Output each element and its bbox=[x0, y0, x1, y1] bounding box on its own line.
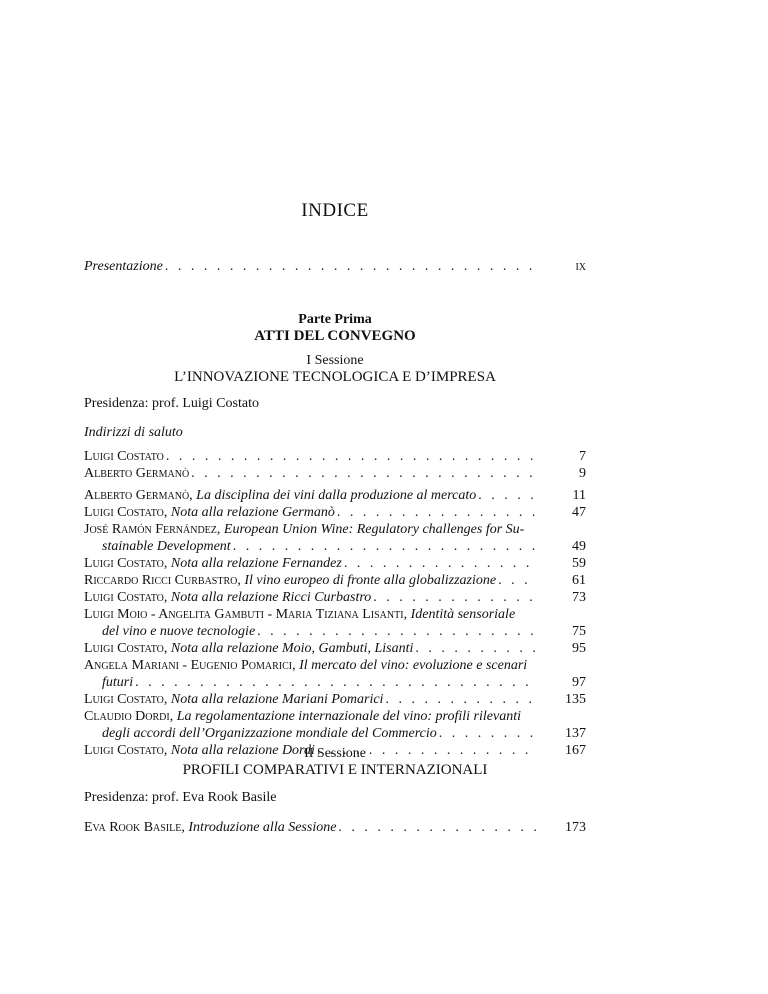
session-1-presidenza: Presidenza: prof. Luigi Costato bbox=[84, 396, 259, 411]
entry-title: Introduzione alla Sessione bbox=[188, 820, 337, 835]
page-number: 135 bbox=[565, 692, 586, 707]
entry-title: Nota alla relazione Mariani Pomarici bbox=[170, 692, 384, 707]
list-item[interactable]: Luigi Costato, Nota alla relazione Fernandez . . . 59 bbox=[84, 555, 586, 572]
entry-author: Angela Mariani - Eugenio Pomarici bbox=[84, 658, 293, 673]
indirizzi-label bbox=[84, 424, 586, 441]
page-number: 167 bbox=[565, 743, 586, 758]
entry-author: Luigi Moio - Angelita Gambuti - Maria Tiziana Lisanti bbox=[84, 607, 404, 622]
indirizzi-list bbox=[84, 448, 586, 482]
entry-title: Nota alla relazione Moio, Gambuti, Lisanti bbox=[170, 641, 414, 656]
entry-title-line1: Il mercato del vino: evoluzione e scenari bbox=[299, 658, 528, 673]
session-2-entries bbox=[84, 819, 586, 836]
entry-author: Luigi Costato bbox=[84, 692, 164, 707]
list-item[interactable]: José Ramón Fernández, European Union Wine: Regulatory challenges for Su- stainable Development . . . 49 bbox=[84, 521, 586, 555]
indirizzi-label-text: Indirizzi di saluto bbox=[84, 425, 183, 440]
entry-author: Riccardo Ricci Curbastro bbox=[84, 573, 238, 588]
page-number: ix bbox=[575, 259, 586, 274]
presentazione-label: Presentazione bbox=[84, 259, 163, 274]
list-item[interactable]: Luigi Costato, Nota alla relazione Ricci Curbastro . . . 73 bbox=[84, 589, 586, 606]
page-number: 61 bbox=[572, 573, 586, 588]
entry-author: Luigi Costato bbox=[84, 556, 164, 571]
session-title: PROFILI COMPARATIVI E INTERNAZIONALI bbox=[182, 762, 488, 778]
entry-title-line2: degli accordi dell’Organizzazione mondiale del Commercio bbox=[102, 726, 437, 741]
page-number: 73 bbox=[572, 590, 586, 605]
page-number: 95 bbox=[572, 641, 586, 656]
session-label: I Sessione bbox=[306, 353, 364, 368]
entry-author: Alberto Germanò bbox=[84, 488, 190, 503]
page-number: 59 bbox=[572, 556, 586, 571]
entry-author: Luigi Costato bbox=[84, 743, 164, 758]
entry-author: Luigi Costato bbox=[84, 641, 164, 656]
page-number: 49 bbox=[572, 539, 586, 554]
entry-title-line2: stainable Development bbox=[102, 539, 231, 554]
entry-title: La disciplina dei vini dalla produzione al mercato bbox=[196, 488, 477, 503]
entry-author: Eva Rook Basile bbox=[84, 820, 182, 835]
page-number: 97 bbox=[572, 675, 586, 690]
session-2-presidenza: Presidenza: prof. Eva Rook Basile bbox=[84, 790, 277, 805]
entry-author: José Ramón Fernández bbox=[84, 522, 217, 537]
list-item[interactable]: Luigi Costato, Nota alla relazione Germanò . . . 47 bbox=[84, 504, 586, 521]
entry-title: Nota alla relazione Dordi bbox=[170, 743, 315, 758]
list-item[interactable]: Claudio Dordi, La regolamentazione internazionale del vino: profili rilevanti degli accordi dell’Organizzazione mondiale del Commercio . . . 137 bbox=[84, 708, 586, 742]
part-heading bbox=[84, 311, 586, 345]
page-number: 9 bbox=[579, 466, 586, 481]
page-number: 173 bbox=[565, 820, 586, 835]
page-number: 47 bbox=[572, 505, 586, 520]
entry-title: Nota alla relazione Germanò bbox=[170, 505, 335, 520]
list-item[interactable]: Eva Rook Basile, Introduzione alla Sessione . . . 173 bbox=[84, 819, 586, 836]
list-item[interactable]: Alberto Germanò, La disciplina dei vini dalla produzione al mercato . . . 11 bbox=[84, 487, 586, 504]
part-title: ATTI DEL CONVEGNO bbox=[254, 328, 416, 344]
entry-title-line1: La regolamentazione internazionale del vino: profili rilevanti bbox=[176, 709, 521, 724]
list-item[interactable] bbox=[84, 448, 586, 465]
list-item[interactable]: Luigi Costato, Nota alla relazione Dordi . . . 167 bbox=[84, 742, 586, 759]
entry-title: Nota alla relazione Fernandez bbox=[170, 556, 342, 571]
entry-title: Nota alla relazione Ricci Curbastro bbox=[170, 590, 372, 605]
list-item[interactable]: Luigi Costato, Nota alla relazione Moio, Gambuti, Lisanti . . . 95 bbox=[84, 640, 586, 657]
entry-author: Luigi Costato bbox=[84, 505, 164, 520]
part-label: Parte Prima bbox=[298, 312, 372, 327]
page-title: INDICE bbox=[301, 200, 369, 221]
entry-title-line2: del vino e nuove tecnologie bbox=[102, 624, 256, 639]
entry-author: Claudio Dordi bbox=[84, 709, 170, 724]
list-item[interactable]: Luigi Costato, Nota alla relazione Mariani Pomarici . . . 135 bbox=[84, 691, 586, 708]
list-item[interactable]: Angela Mariani - Eugenio Pomarici, Il mercato del vino: evoluzione e scenari futuri . . . 97 bbox=[84, 657, 586, 691]
presentazione-entry[interactable] bbox=[84, 258, 586, 275]
page-number: 75 bbox=[572, 624, 586, 639]
table-of-contents-page bbox=[84, 0, 586, 994]
session-2-heading bbox=[84, 745, 586, 779]
list-item[interactable]: Riccardo Ricci Curbastro, Il vino europeo di fronte alla globalizzazione . . . 61 bbox=[84, 572, 586, 589]
entry-title-line1: European Union Wine: Regulatory challenges for Su- bbox=[223, 522, 525, 537]
page-number: 137 bbox=[565, 726, 586, 741]
entry-title: Il vino europeo di fronte alla globalizzazione bbox=[244, 573, 497, 588]
entry-title-line2: futuri bbox=[102, 675, 134, 690]
entry-title-line1: Identità sensoriale bbox=[410, 607, 516, 622]
entry-author: Alberto Germanò bbox=[84, 466, 190, 481]
page-number: 7 bbox=[579, 449, 586, 464]
entry-author: Luigi Costato bbox=[84, 590, 164, 605]
session-title: L’INNOVAZIONE TECNOLOGICA E D’IMPRESA bbox=[174, 369, 496, 385]
page-number: 11 bbox=[572, 488, 586, 503]
session-1-entries bbox=[84, 487, 586, 759]
list-item[interactable] bbox=[84, 465, 586, 482]
list-item[interactable]: Luigi Moio - Angelita Gambuti - Maria Tiziana Lisanti, Identità sensoriale del vino e nuove tecnologie . . . 75 bbox=[84, 606, 586, 640]
entry-author: Luigi Costato bbox=[84, 449, 164, 464]
session-1-heading bbox=[84, 352, 586, 386]
session-label: II Sessione bbox=[304, 746, 366, 761]
